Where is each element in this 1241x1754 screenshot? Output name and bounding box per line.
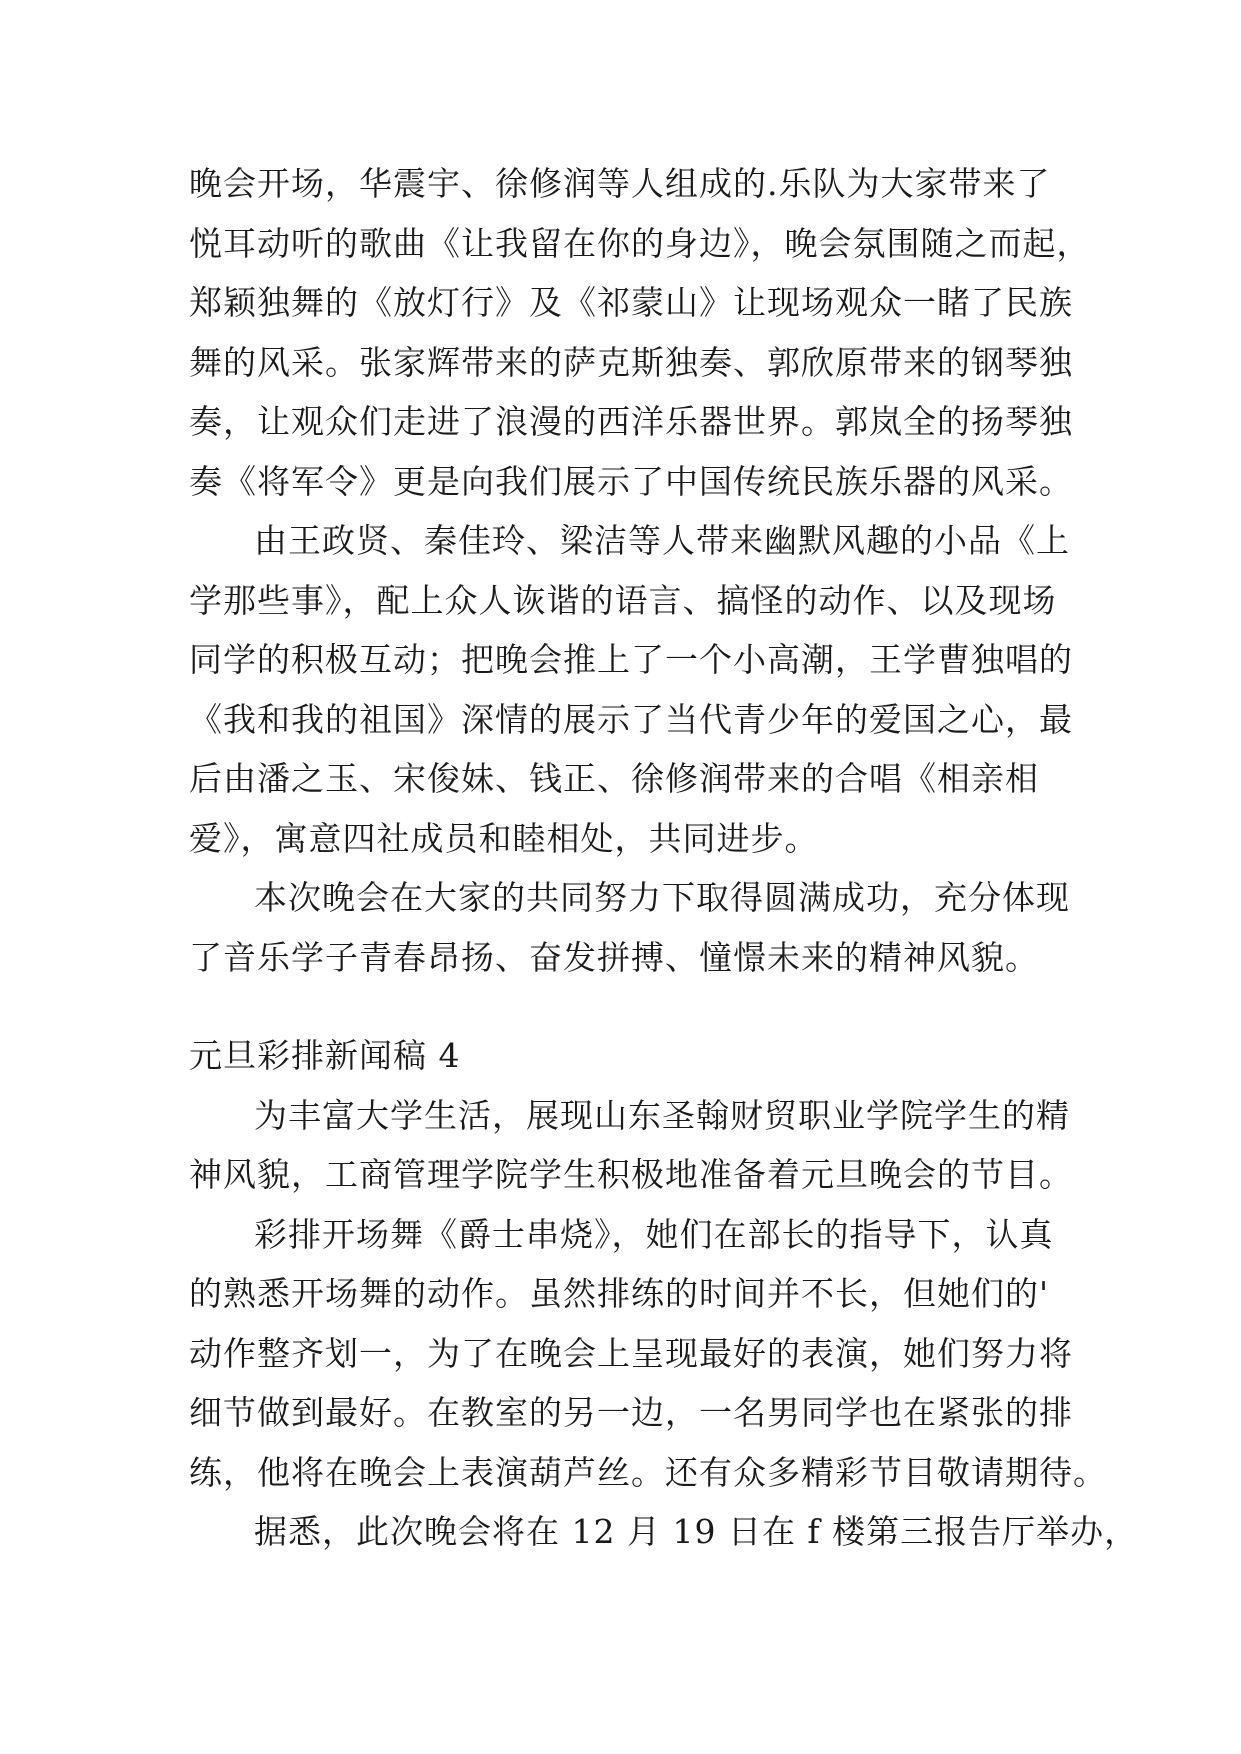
text-line: 晚会开场，华震宇、徐修润等人组成的.乐队为大家带来了 (189, 164, 1051, 203)
section-heading: 元旦彩排新闻稿 4 (189, 1036, 461, 1075)
text-line: 奏，让观众们走进了浪漫的西洋乐器世界。郭岚全的扬琴独 (189, 402, 1073, 441)
paragraph-start-line: 据悉，此次晚会将在 12 月 19 日在 f 楼第三报告厅举办， (254, 1512, 1139, 1551)
text-line: 同学的积极互动；把晚会推上了一个小高潮，王学曹独唱的 (189, 640, 1073, 679)
text-line: 舞的风采。张家辉带来的萨克斯独奏、郭欣原带来的钢琴独 (189, 343, 1073, 382)
text-line: 爱》，寓意四社成员和睦相处，共同进步。 (189, 819, 819, 858)
text-line: 奏《将军令》更是向我们展示了中国传统民族乐器的风采。 (189, 462, 1073, 501)
text-line: 了音乐学子青春昂扬、奋发拼搏、憧憬未来的精神风貌。 (189, 938, 1039, 977)
text-line: 动作整齐划一，为了在晚会上呈现最好的表演，她们努力将 (189, 1334, 1073, 1373)
text-line: 细节做到最好。在教室的另一边，一名男同学也在紧张的排 (189, 1393, 1073, 1432)
paragraph-start-line: 由王政贤、秦佳玲、梁洁等人带来幽默风趣的小品《上 (254, 521, 1070, 560)
text-line: 悦耳动听的歌曲《让我留在你的身边》，晚会氛围随之而起， (189, 224, 1091, 263)
text-line: 《我和我的祖国》深情的展示了当代青少年的爱国之心，最 (189, 700, 1073, 739)
text-line: 神风貌，工商管理学院学生积极地准备着元旦晚会的节目。 (189, 1155, 1073, 1194)
paragraph-start-line: 本次晚会在大家的共同努力下取得圆满成功，充分体现 (254, 878, 1070, 917)
text-line: 后由潘之玉、宋俊妹、钱正、徐修润带来的合唱《相亲相 (189, 759, 1039, 798)
paragraph-start-line: 彩排开场舞《爵士串烧》，她们在部长的指导下，认真 (254, 1215, 1054, 1254)
paragraph-start-line: 为丰富大学生活，展现山东圣翰财贸职业学院学生的精 (254, 1096, 1070, 1135)
text-line: 郑颖独舞的《放灯行》及《祁蒙山》让现场观众一睹了民族 (189, 283, 1073, 322)
text-line: 练，他将在晚会上表演葫芦丝。还有众多精彩节目敬请期待。 (189, 1453, 1107, 1492)
text-line: 的熟悉开场舞的动作。虽然排练的时间并不长，但她们的' (189, 1274, 1050, 1313)
text-line: 学那些事》，配上众人诙谐的语言、搞怪的动作、以及现场 (189, 581, 1057, 620)
